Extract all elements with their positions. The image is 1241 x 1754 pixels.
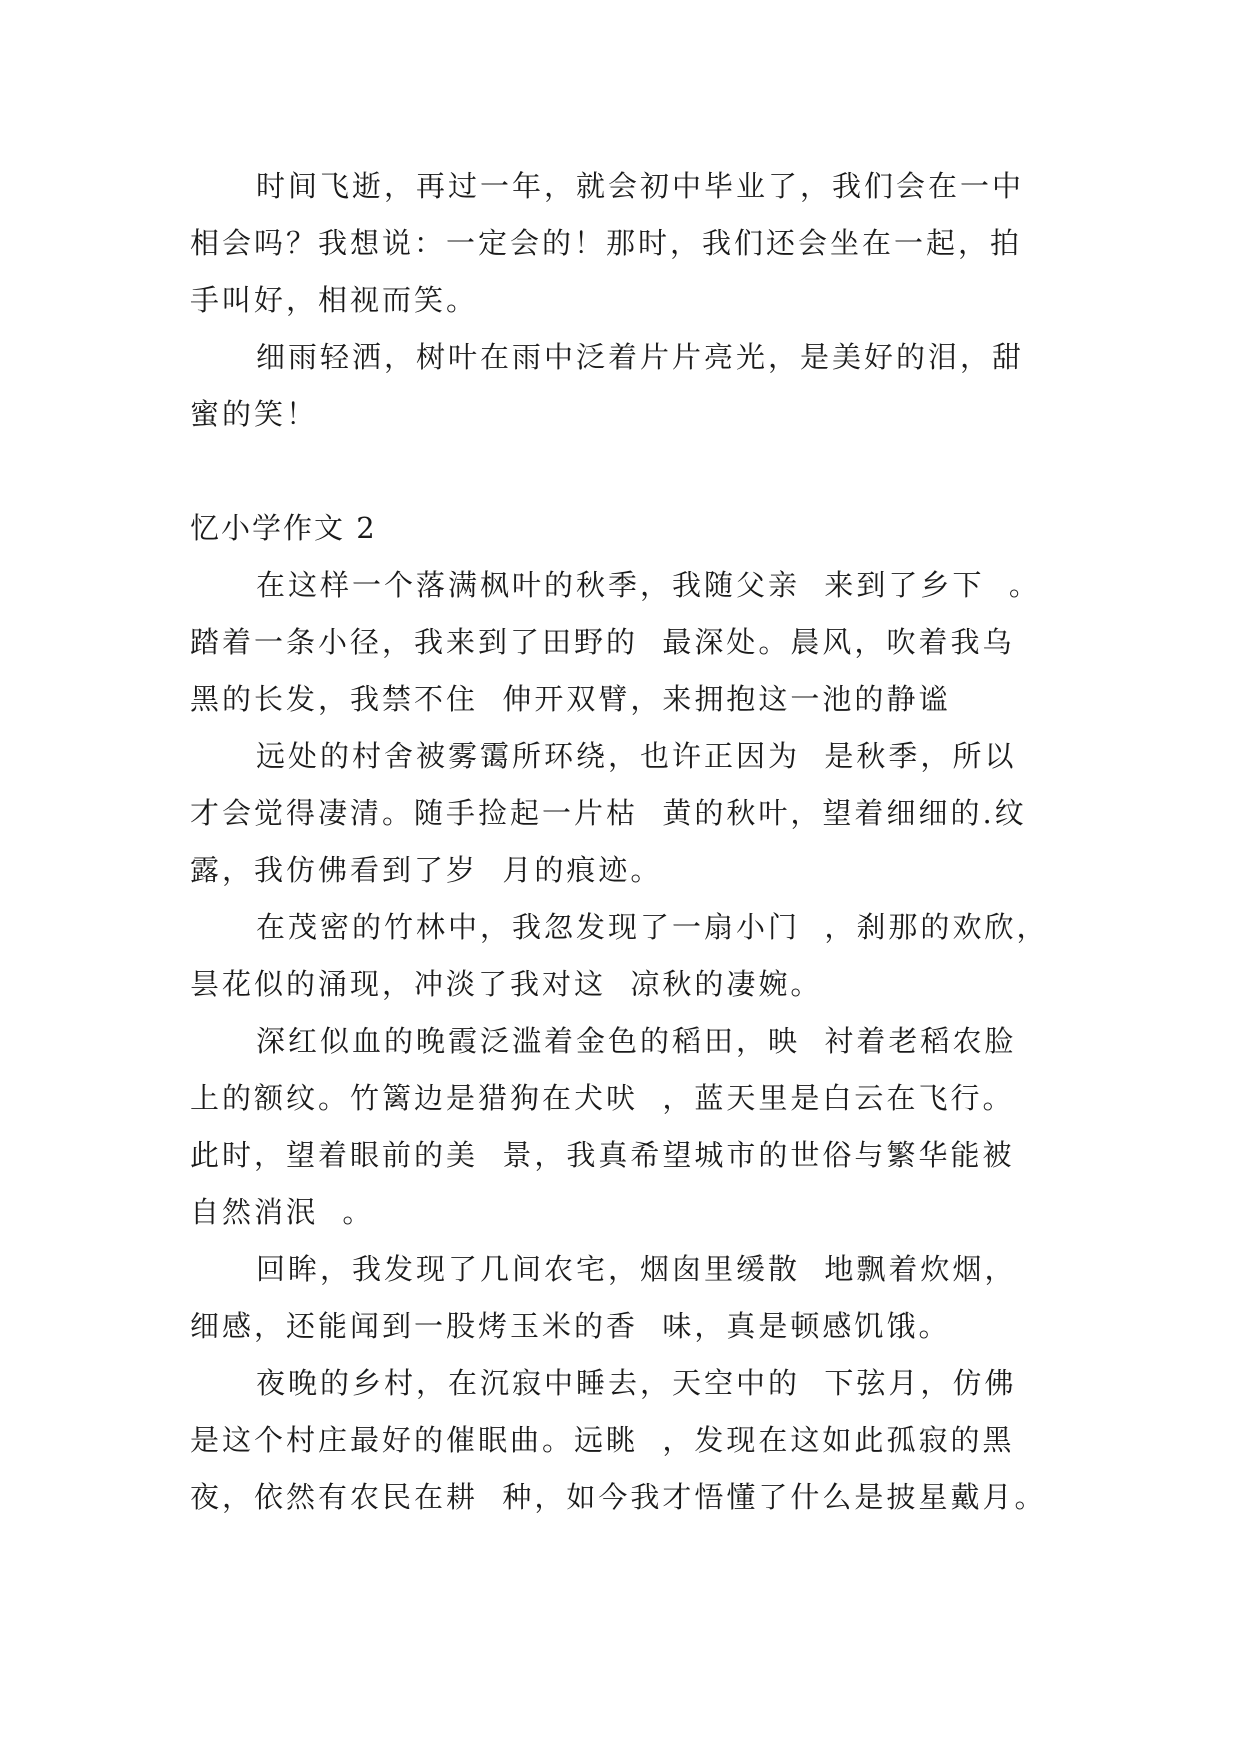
section-title: 忆小学作文 2 bbox=[190, 511, 377, 545]
paragraph-line: 上的额纹。竹篱边是猎狗在犬吠 ，蓝天里是白云在飞行。 bbox=[190, 1081, 1015, 1115]
paragraph-line: 是这个村庄最好的催眠曲。远眺 ，发现在这如此孤寂的黑 bbox=[190, 1423, 1015, 1457]
paragraph-line: 此时，望着眼前的美 景，我真希望城市的世俗与繁华能被 bbox=[190, 1138, 1015, 1172]
paragraph-line: 手叫好，相视而笑。 bbox=[190, 283, 479, 317]
paragraph-line: 细雨轻洒，树叶在雨中泛着片片亮光，是美好的泪，甜 bbox=[256, 340, 1025, 374]
paragraph-line: 在茂密的竹林中，我忽发现了一扇小门 ，刹那的欢欣， bbox=[256, 910, 1049, 944]
paragraph-line: 时间飞逝，再过一年，就会初中毕业了，我们会在一中 bbox=[256, 169, 1025, 203]
paragraph-line: 踏着一条小径，我来到了田野的 最深处。晨风，吹着我乌 bbox=[190, 625, 1015, 659]
paragraph-line: 露，我仿佛看到了岁 月的痕迹。 bbox=[190, 853, 663, 887]
paragraph-line: 昙花似的涌现，冲淡了我对这 凉秋的凄婉。 bbox=[190, 967, 823, 1001]
paragraph-line: 远处的村舍被雾霭所环绕，也许正因为 是秋季，所以 bbox=[256, 739, 1017, 773]
paragraph-line: 在这样一个落满枫叶的秋季，我随父亲 来到了乡下 。 bbox=[256, 568, 1041, 602]
paragraph-line: 黑的长发，我禁不住 伸开双臂，来拥抱这一池的静谧 bbox=[190, 682, 951, 716]
paragraph-line: 深红似血的晚霞泛滥着金色的稻田，映 衬着老稻农脸 bbox=[256, 1024, 1017, 1058]
paragraph-line: 才会觉得凄清。随手捡起一片枯 黄的秋叶，望着细细的.纹 bbox=[190, 796, 1027, 830]
paragraph-line: 夜晚的乡村，在沉寂中睡去，天空中的 下弦月，仿佛 bbox=[256, 1366, 1017, 1400]
paragraph-line: 自然消泯 。 bbox=[190, 1195, 375, 1229]
paragraph-line: 夜，依然有农民在耕 种，如今我才悟懂了什么是披星戴月。 bbox=[190, 1480, 1047, 1514]
paragraph-line: 回眸，我发现了几间农宅，烟囱里缓散 地飘着炊烟， bbox=[256, 1252, 1017, 1286]
paragraph-line: 相会吗？我想说：一定会的！那时，我们还会坐在一起，拍 bbox=[190, 226, 1023, 260]
paragraph-line: 蜜的笑！ bbox=[190, 397, 319, 431]
paragraph-line: 细感，还能闻到一股烤玉米的香 味，真是顿感饥饿。 bbox=[190, 1309, 951, 1343]
